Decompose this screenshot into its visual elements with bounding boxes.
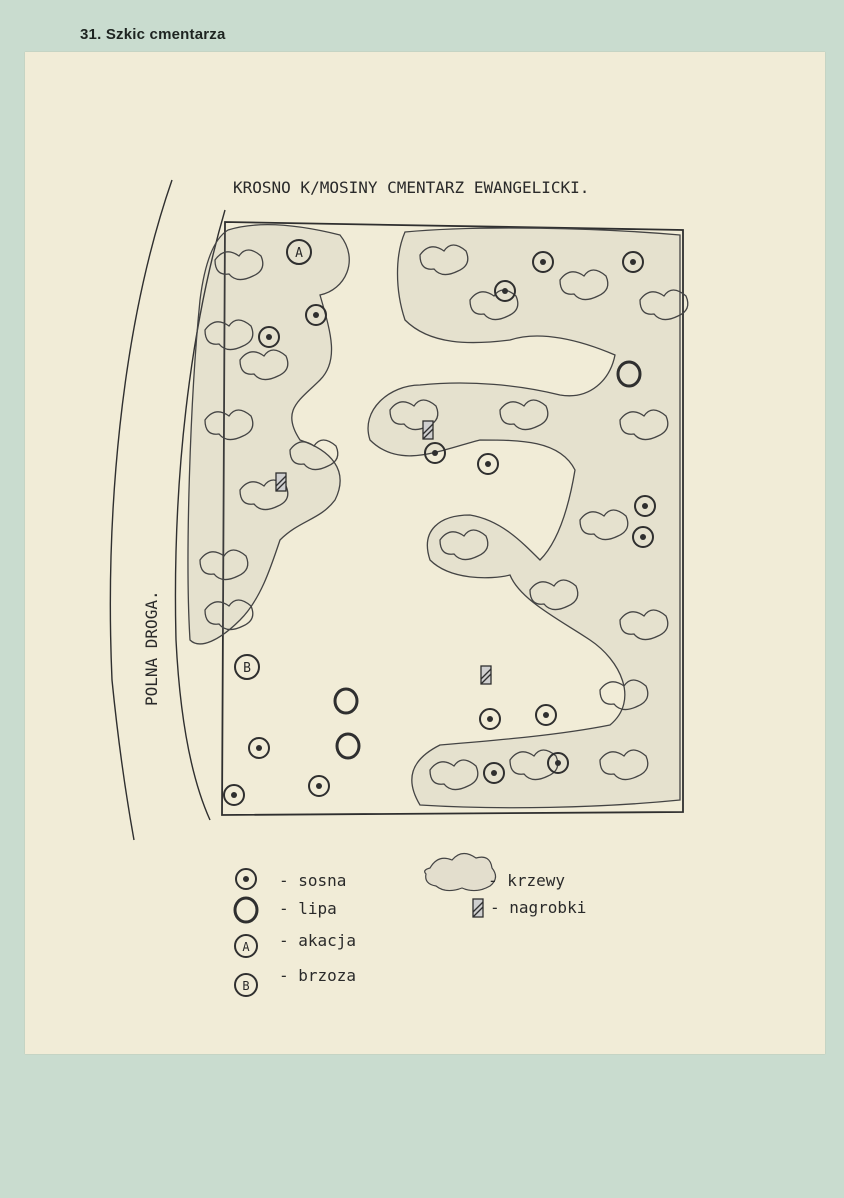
legend-krzewy-label: - krzewy [488,871,566,890]
legend-akacja-icon [235,935,257,957]
legend-nagrobki-icon [473,899,483,917]
road-label: POLNA DROGA. [142,590,161,706]
legend-lipa-icon [235,898,257,922]
legend-sosna-label: - sosna [279,871,347,890]
sosna-tree [249,738,269,758]
legend [235,853,586,996]
sosna-tree [536,705,556,725]
shrubs-west [188,225,349,644]
svg-text:A: A [242,940,250,954]
map-title: KROSNO K/MOSINY CMENTARZ EWANGELICKI. [233,178,590,197]
legend-sosna-icon [236,869,256,889]
legend-krzewy-icon [425,853,496,890]
sosna-tree [480,709,500,729]
legend-akacja-label: - akacja [279,931,357,950]
legend-lipa-label: - lipa [279,899,337,918]
svg-text:B: B [242,979,250,993]
shrubs-east [368,228,688,808]
sosna-tree [478,454,498,474]
nagrobek-gravestone [481,666,491,684]
legend-brzoza-icon [235,974,257,996]
nagrobek-gravestone [423,421,433,439]
sosna-tree [309,776,329,796]
nagrobek-gravestone [276,473,286,491]
svg-text:B: B [243,661,251,676]
lipa-tree [335,689,357,713]
legend-nagrobki-label: - nagrobki [490,898,587,917]
sosna-tree [224,785,244,805]
road-edge-left [110,180,172,840]
page-caption: 31. Szkic cmentarza [80,26,226,43]
brzoza-tree [235,655,259,679]
lipa-tree [337,734,359,758]
legend-brzoza-label: - brzoza [279,966,357,985]
svg-text:A: A [295,246,303,261]
